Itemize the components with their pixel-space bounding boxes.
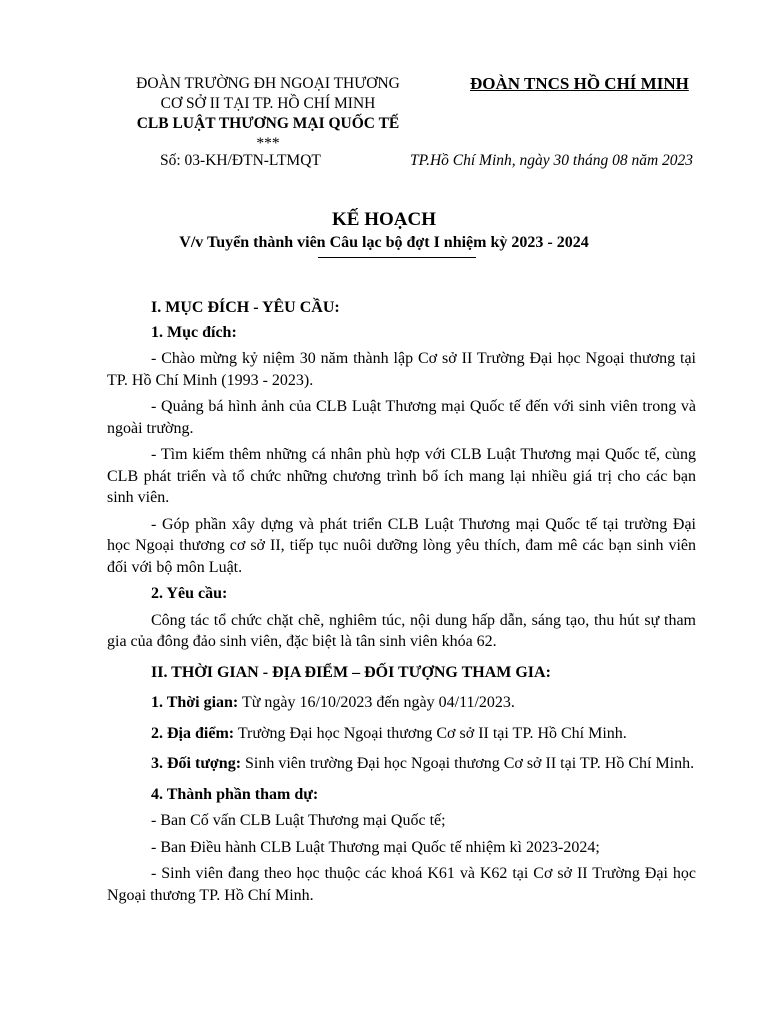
org-line-1: ĐOÀN TRƯỜNG ĐH NGOẠI THƯƠNG (136, 75, 400, 92)
org-separator: *** (256, 135, 280, 152)
participant-item: - Ban Điều hành CLB Luật Thương mại Quốc tế nhiệm kì 2023-2024; (151, 838, 600, 856)
purpose-item: - Góp phần xây dựng và phát triển CLB Luật Thương mại Quốc tế tại trường Đại học Ngoại thương cơ sở II, tiếp tục nuôi dưỡng lòng yêu thích, đam mê các bạn sinh viên đối với bộ môn Luật. (107, 515, 696, 576)
org-line-3: CLB LUẬT THƯƠNG MẠI QUỐC TẾ (136, 115, 400, 132)
section2-heading: II. THỜI GIAN - ĐỊA ĐIỂM – ĐỐI TƯỢNG THAM GIA: (151, 663, 551, 681)
time-value: Từ ngày 16/10/2023 đến ngày 04/11/2023. (238, 694, 515, 711)
target-label: 3. Đối tượng: (151, 755, 242, 772)
place-row (107, 723, 696, 745)
purpose-item: - Quảng bá hình ảnh của CLB Luật Thương mại Quốc tế đến với sinh viên trong và ngoài trường. (107, 398, 696, 437)
header-union-title: ĐOÀN TNCS HỒ CHÍ MINH (470, 74, 689, 93)
purpose-item: - Tìm kiếm thêm những cá nhân phù hợp với CLB Luật Thương mại Quốc tế, cùng CLB phát triển và tổ chức những chương trình bổ ích mang lại nhiều giá trị cho các bạn sinh viên. (107, 446, 696, 506)
requirement-heading: 2. Yêu cầu: (151, 585, 228, 602)
header-organization (108, 74, 428, 154)
section1-heading: I. MỤC ĐÍCH - YÊU CẦU: (151, 299, 340, 316)
place-date: TP.Hồ Chí Minh, ngày 30 tháng 08 năm 2023 (410, 152, 694, 169)
document-body (107, 297, 696, 906)
time-label: 1. Thời gian: (151, 694, 239, 711)
requirement-text: Công tác tổ chức chặt chẽ, nghiêm túc, nội dung hấp dẫn, sáng tạo, thu hút sự tham gia của đông đảo sinh viên, đặc biệt là tân sinh viên khóa 62. (107, 611, 696, 650)
participant-item: - Sinh viên đang theo học thuộc các khoá K61 và K62 tại Cơ sở II Trường Đại học Ngoại thương TP. Hồ Chí Minh. (107, 865, 696, 904)
purpose-heading: 1. Mục đích: (151, 323, 237, 341)
purpose-item: - Chào mừng kỷ niệm 30 năm thành lập Cơ sở II Trường Đại học Ngoại thương tại TP. Hồ Chí Minh (1993 - 2023). (107, 350, 696, 389)
target-value: Sinh viên trường Đại học Ngoại thương Cơ sở II tại TP. Hồ Chí Minh. (241, 755, 695, 772)
document-title: KẾ HOẠCH (332, 209, 436, 230)
participant-item: - Ban Cố vấn CLB Luật Thương mại Quốc tế; (151, 812, 446, 829)
document-subtitle: V/v Tuyển thành viên Câu lạc bộ đợt I nhiệm kỳ 2023 - 2024 (179, 234, 589, 251)
target-row (107, 753, 696, 775)
place-label: 2. Địa điểm: (151, 724, 235, 742)
participants-heading: 4. Thành phần tham dự: (151, 785, 319, 803)
time-row (107, 692, 696, 714)
subtitle-underline (318, 257, 476, 258)
document-number: Số: 03-KH/ĐTN-LTMQT (160, 152, 321, 169)
org-line-2: CƠ SỞ II TẠI TP. HỒ CHÍ MINH (160, 95, 376, 112)
place-value: Trường Đại học Ngoại thương Cơ sở II tại TP. Hồ Chí Minh. (234, 724, 627, 742)
